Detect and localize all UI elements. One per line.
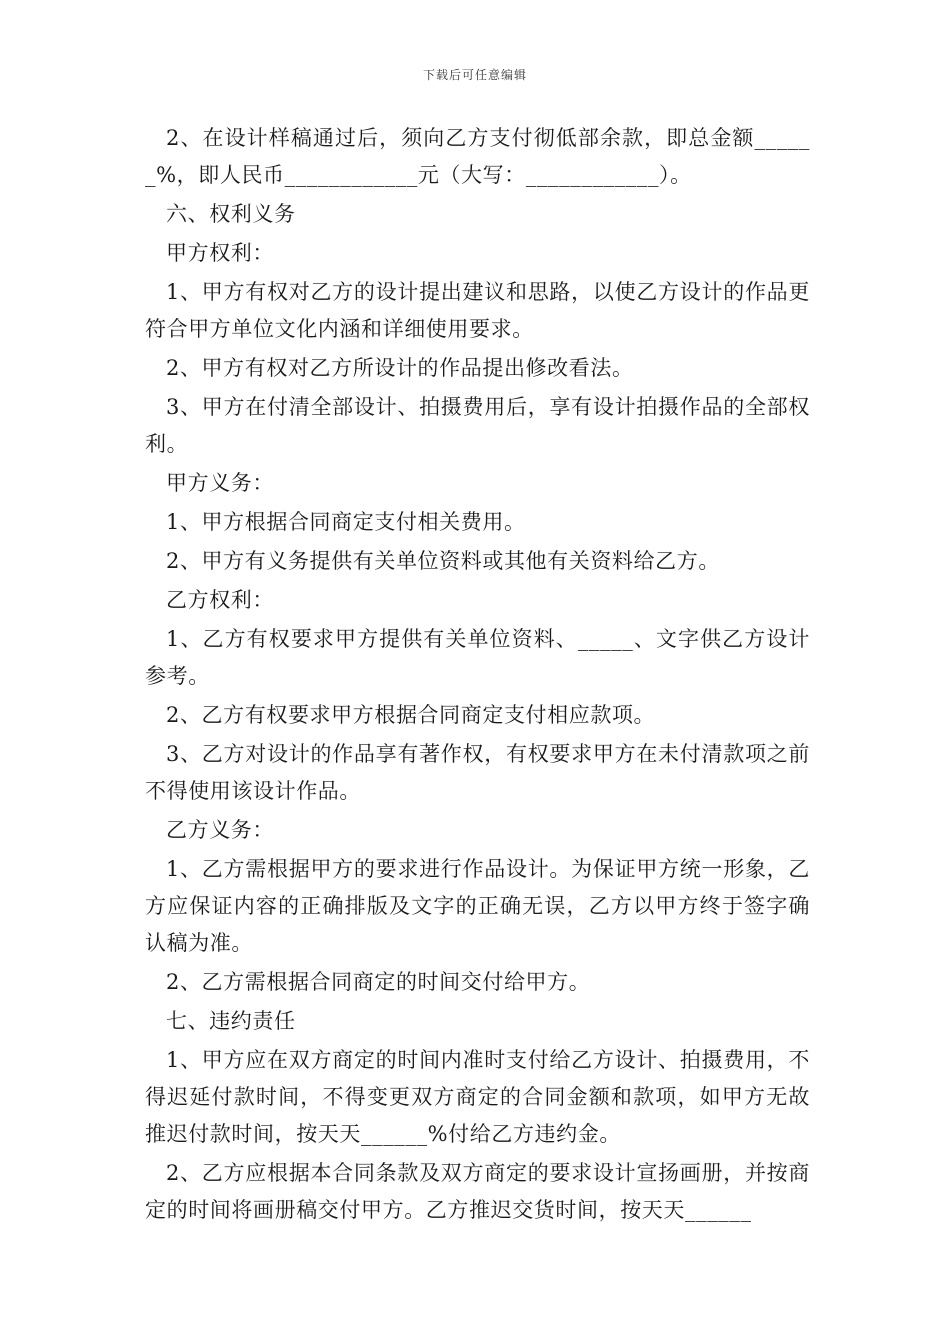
section-heading-rights-obligations: 六、权利义务 (166, 202, 296, 226)
subheading-party-a-rights: 甲方权利： (166, 241, 274, 265)
header-note: 下载后可任意编辑 (422, 68, 527, 82)
paragraph-breach-2: 2、乙方应根据本合同条款及双方商定的要求设计宣扬画册，并按商定的时间将画册稿交付甲方。乙方推迟交货时间，按天天______ (145, 1161, 810, 1222)
paragraph-a-right-2: 2、甲方有权对乙方所设计的作品提出修改看法。 (166, 356, 634, 380)
paragraph-a-obligation-1: 1、甲方根据合同商定支付相关费用。 (166, 510, 526, 534)
subheading-party-a-obligations: 甲方义务： (166, 471, 274, 495)
paragraph-b-obligation-2: 2、乙方需根据合同商定的时间交付给甲方。 (166, 970, 591, 994)
section-heading-breach-liability: 七、违约责任 (166, 1009, 296, 1033)
paragraph-b-obligation-1: 1、乙方需根据甲方的要求进行作品设计。为保证甲方统一形象，乙方应保证内容的正确排版及文字的正确无误，乙方以甲方终于签字确认稿为准。 (145, 857, 810, 955)
paragraph-b-right-3: 3、乙方对设计的作品享有著作权，有权要求甲方在未付清款项之前不得使用该设计作品。 (145, 742, 810, 803)
paragraph-b-right-2: 2、乙方有权要求甲方根据合同商定支付相应款项。 (166, 703, 656, 727)
subheading-party-b-rights: 乙方权利： (166, 588, 274, 612)
paragraph-a-right-3: 3、甲方在付清全部设计、拍摄费用后，享有设计拍摄作品的全部权利。 (145, 395, 810, 456)
paragraph-a-right-1: 1、甲方有权对乙方的设计提出建议和思路，以使乙方设计的作品更符合甲方单位文化内涵和详细使用要求。 (145, 280, 810, 341)
document-body (145, 120, 810, 1231)
paragraph-breach-1: 1、甲方应在双方商定的时间内准时支付给乙方设计、拍摄费用，不得迟延付款时间，不得变更双方商定的合同金额和款项，如甲方无故推迟付款时间，按天天______%付给乙方违约金。 (145, 1048, 810, 1146)
subheading-party-b-obligations: 乙方义务： (166, 818, 274, 842)
paragraph-b-right-1: 1、乙方有权要求甲方提供有关单位资料、_____、文字供乙方设计参考。 (145, 627, 810, 688)
paragraph-a-obligation-2: 2、甲方有义务提供有关单位资料或其他有关资料给乙方。 (166, 549, 720, 573)
paragraph-payment-balance: 2、在设计样稿通过后，须向乙方支付彻低部余款，即总金额______%，即人民币____________元（大写：____________）。 (145, 126, 810, 187)
